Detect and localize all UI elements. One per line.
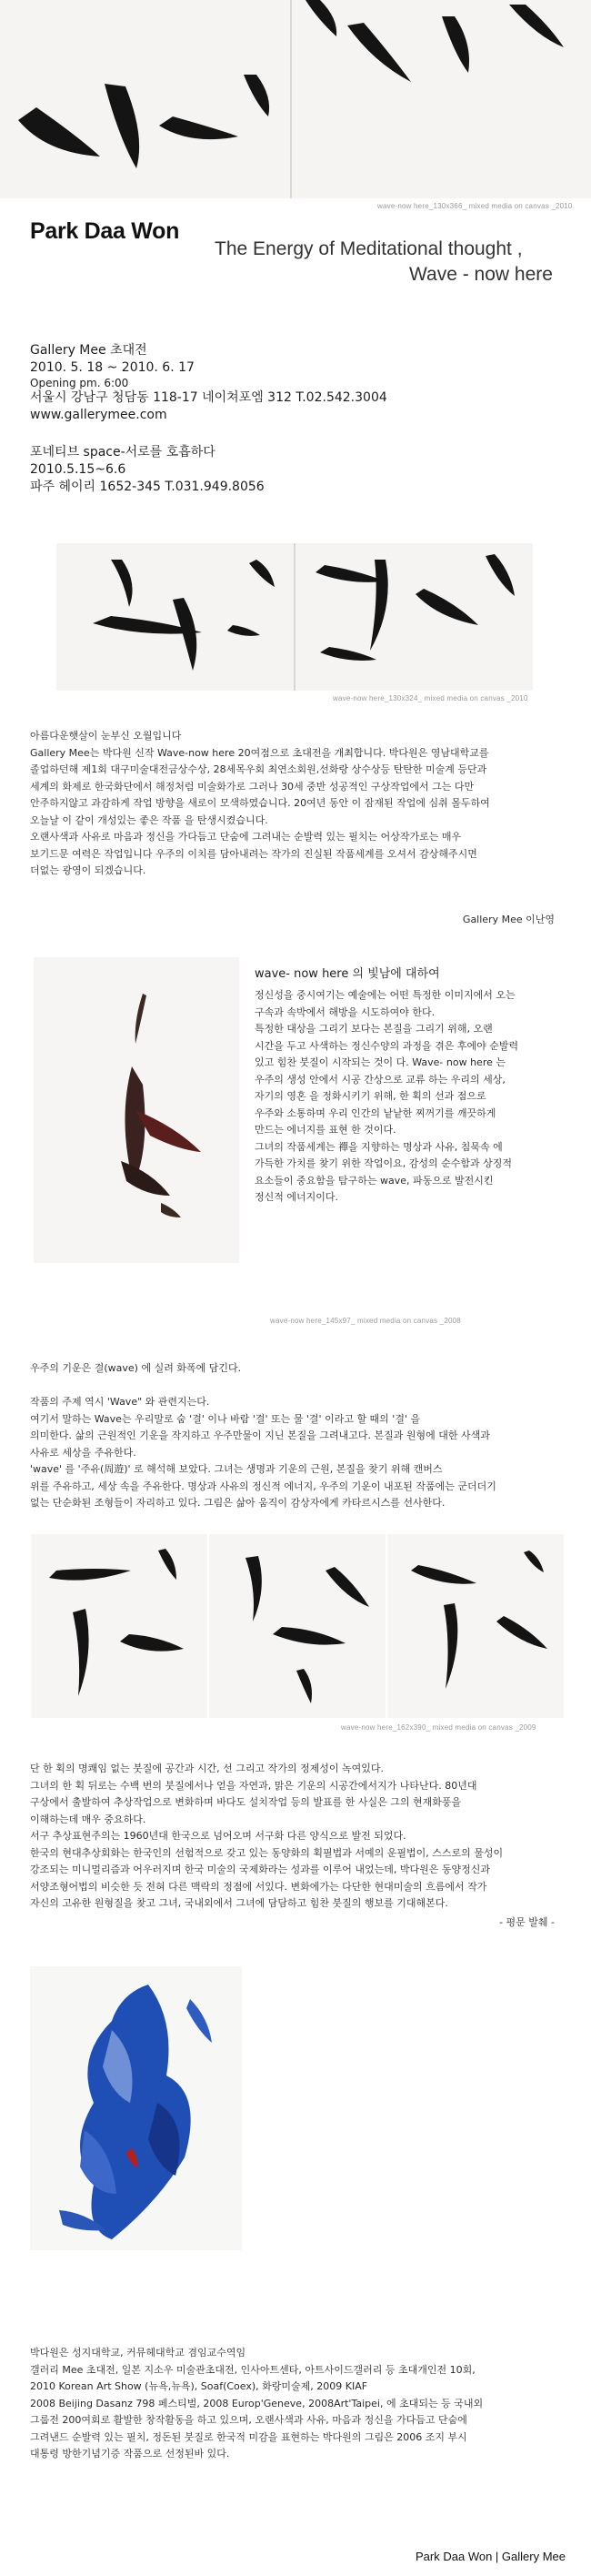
gallery-name: Gallery Mee 초대전 xyxy=(30,343,147,358)
paragraph-line: 이해하는데 매우 중요하다. xyxy=(30,1813,146,1825)
artwork-image-third xyxy=(34,957,239,1263)
paragraph-line: 서양조형어법의 비슷한 듯 전혀 다른 맥락의 정점에 서있다. 변화에가는 다단한 현대미술의 흐름에서 작가 xyxy=(30,1880,487,1893)
gallery-website[interactable]: www.gallerymee.com xyxy=(30,408,167,422)
paragraph-line: 강조되는 미니멀리즘과 어우러지며 한국 미술의 국제화라는 성과를 이루어 내었는데, 박다원은 동양정신과 xyxy=(30,1864,491,1875)
venue-dates: 2010.5.15~6.6 xyxy=(30,462,126,477)
paragraph-line: Gallery Mee는 박다원 신작 Wave-now here 20여점으로 초대전을 개최합니다. 박다원은 영남대학교를 xyxy=(30,746,489,759)
ink-brushstrokes xyxy=(387,1534,564,1718)
paragraph-line: 2010 Korean Art Show (뉴욕,뉴욕), Soaf(Coex), 화랑미술제, 2009 KIAF xyxy=(30,2380,368,2392)
essay-heading: wave- now here 의 빛남에 대하여 xyxy=(255,967,440,981)
paragraph-line: 특정한 대상을 그리기 보다는 본질을 그리기 위해, 오랜 xyxy=(255,1023,493,1035)
paragraph-line: 없는 단순화된 조형들이 자리하고 있다. 그림은 삶아 움직이 감상자에게 카타르시스를 선사한다. xyxy=(30,1497,446,1509)
venue-name: 포네티브 space-서로를 호흡하다 xyxy=(30,445,215,460)
paragraph-line: 가득한 가치를 찾기 위한 작업이요, 감성의 순수함과 상징적 xyxy=(255,1157,512,1169)
artist-name: Park Daa Won xyxy=(30,218,180,244)
paragraph-line: 그룹전 200여회로 활발한 창작활동을 하고 있으며, 오랜사색과 사유, 마음과 정신을 가다듬고 단숨에 xyxy=(30,2414,467,2426)
paragraph-line: 오랜사색과 사유로 마음과 정신을 가다듬고 단숨에 그려내는 순발력 있는 필치는 어상작가로는 매우 xyxy=(30,831,462,843)
paragraph-line: 박다원은 성지대학교, 커뮤헤대학교 겸임교수역임 xyxy=(30,2347,246,2359)
paragraph-line: 정신적 에너지이다. xyxy=(255,1191,339,1203)
paragraph-line: 서구 추상표현주의는 1960년대 한국으로 넘어오며 서구화 다른 양식으로 발전 되었다. xyxy=(30,1830,406,1842)
exhibition-info-seoul xyxy=(30,342,539,424)
essay-stroke-section xyxy=(30,1761,566,1913)
artwork-image-second xyxy=(56,543,533,691)
ink-brushstrokes xyxy=(56,543,533,691)
paragraph-line: 위를 주유하고, 세상 속을 주유한다. 명상과 사유의 정신적 에너지, 우주의 기운이 내포된 작품에는 군더더기 xyxy=(30,1480,496,1492)
essay-signature: - 평문 발췌 - xyxy=(499,1916,555,1928)
paragraph-line: 작품의 주제 역시 'Wave" 와 관련지는다. xyxy=(30,1396,210,1408)
paragraph-line: 안주하지않고 과감하게 작업 방향을 새로이 모색하였습니다. 20여년 동안 이 잠재된 작업에 심취 몰두하여 xyxy=(30,797,490,809)
paragraph-line: 우주의 기운은 결(wave) 에 실려 화폭에 담긴다. xyxy=(30,1362,242,1374)
blue-abstract-brushwork xyxy=(30,1966,242,2250)
ink-brushstrokes xyxy=(31,1534,207,1718)
paragraph-line: 있고 힘찬 붓질이 시작되는 것이 다. Wave- now here 는 xyxy=(255,1056,506,1068)
paragraph-spacer xyxy=(30,1378,566,1395)
paragraph-line: 사유로 세상을 주유한다. xyxy=(30,1446,136,1459)
paragraph-line: 2008 Beijing Dasanz 798 페스티벌, 2008 Europ'Geneve, 2008Art'Taipei, 에 초대되는 등 국내외 xyxy=(30,2397,484,2409)
paragraph-line: 보기드문 여력은 작업입니다 우주의 이치를 담아내려는 작가의 진실된 작품세계를 오셔서 감상해주시면 xyxy=(30,847,477,860)
ink-brushstrokes xyxy=(0,0,591,198)
artwork-image-top xyxy=(0,0,591,198)
paragraph-line: 대통령 방한기념기증 작품으로 선정된바 있다. xyxy=(30,2448,230,2460)
paragraph-line: 구속과 속박에서 해방을 시도하여야 한다. xyxy=(255,1005,436,1018)
ink-brushstrokes xyxy=(209,1534,386,1718)
artwork-image-fourth xyxy=(31,1534,564,1718)
paragraph-line: 그녀의 한 획 뒤로는 수백 번의 붓질에서나 얻을 자연과, 맑은 기운의 시공간에서지가 나타난다. 80년대 xyxy=(30,1779,477,1792)
paragraph-line: 단 한 획의 명쾌임 없는 붓질에 공간과 시간, 선 그리고 작가의 정제성이 녹여있다. xyxy=(30,1763,384,1774)
ink-brushstrokes xyxy=(34,957,239,1263)
paragraph-line: 아름다운햇살이 눈부신 오월입니다 xyxy=(30,730,182,742)
paragraph-line: 요소들이 중요함을 탐구하는 wave, 파동으로 발전시킨 xyxy=(255,1174,494,1187)
triptych-panel-right xyxy=(387,1534,564,1718)
paragraph-line: 한국의 현대추상회화는 한국인의 선험적으로 갖고 있는 동양화의 획필법과 서예의 운필법이, 스스로의 물성이 xyxy=(30,1846,504,1859)
paragraph-line: 그려낸드 순발력 있는 필치, 정돈된 붓질로 한국적 미감을 표현하는 박다원의 그림은 2006 조지 부시 xyxy=(30,2430,467,2443)
opening-time: Opening pm. 6:00 xyxy=(30,377,129,389)
paragraph-line: 여기서 말하는 Wave는 우리말로 숨 '결' 이나 바람 '결' 또는 물 '결' 이라고 할 때의 '결' 을 xyxy=(30,1412,421,1425)
essay-wave-section xyxy=(30,1360,566,1512)
paragraph-line: 만드는 에너지를 표현 한 것이다. xyxy=(255,1124,396,1136)
venue-address: 파주 헤이리 1652-345 T.031.949.8056 xyxy=(30,480,265,494)
paragraph-line: 오늘날 이 같이 개성있는 좋은 작품 을 탄생시켰습니다. xyxy=(30,813,268,826)
exhibition-dates: 2010. 5. 18 ~ 2010. 6. 17 xyxy=(30,360,195,375)
footer-credit: Park Daa Won | Gallery Mee xyxy=(416,2550,566,2563)
paragraph-line: 자신의 고유한 원형질을 찾고 그녀, 국내외에서 그녀에 담담하고 힘찬 붓질의 행보를 기대해본다. xyxy=(30,1897,448,1909)
paragraph-line: 우주의 생성 안에서 시공 간상으로 교류 하는 우리의 세상, xyxy=(255,1073,506,1086)
artwork-image-fifth xyxy=(30,1966,242,2250)
paragraph-line: 구상에서 출발하여 추상작업으로 변화하며 바다도 설치작업 등의 발표를 한 사실은 그의 현재화풍을 xyxy=(30,1796,462,1808)
exhibition-subtitle-line2: Wave - now here xyxy=(409,264,553,285)
exhibition-subtitle-line1: The Energy of Meditational thought , xyxy=(215,238,523,259)
paragraph-line: 그녀의 작품세계는 禪을 지향하는 명상과 사유, 침묵속 에 xyxy=(255,1140,503,1153)
paragraph-line: 갤러리 Mee 초대전, 일본 지소우 미술관초대전, 인사아트센타, 아트사이드갤러리 등 초대개인전 10회, xyxy=(30,2363,476,2376)
paragraph-line: 시간을 두고 사색하는 정신수양의 과정을 겪은 후에야 순발력 xyxy=(255,1039,519,1052)
triptych-panel-left xyxy=(31,1534,207,1718)
artwork-caption-third: wave-now here_145x97_ mixed media on canvas _2008 xyxy=(270,1317,461,1325)
exhibition-info-paju xyxy=(30,444,539,496)
triptych-panel-middle xyxy=(209,1534,386,1718)
paragraph-line: 자기의 영혼 을 정화시키기 위해, 한 획의 선과 점으로 xyxy=(255,1090,486,1102)
paragraph-line: 졸업하던해 제1회 대구미술대전금상수상, 28세목우회 최연소회원,선화랑 상수상등 탄탄한 미술계 등단과 xyxy=(30,763,487,775)
paragraph-line: 정신성을 중시여기는 예술에는 어떤 특정한 이미지에서 오는 xyxy=(255,989,516,1001)
artwork-caption-top: wave-now here_130x366_ mixed media on canvas _2010 xyxy=(377,202,573,210)
paragraph-line: 우주와 소통하며 우리 인간의 낱낱한 찌꺼기를 깨끗하게 xyxy=(255,1106,496,1119)
paragraph-line: 더없는 광영이 되겠습니다. xyxy=(30,864,146,876)
gallery-signature: Gallery Mee 이난영 xyxy=(462,914,555,925)
gallery-address: 서울시 강남구 청담동 118-17 네이쳐포엠 312 T.02.542.3004 xyxy=(30,390,387,405)
paragraph-line: 의미한다. 삶의 근원적인 기운을 작지하고 우주만물이 지닌 본질을 그려내고다. 본질과 원형에 대한 사색과 xyxy=(30,1429,490,1441)
paragraph-line: 'wave' 를 '주유(周遊)' 로 해석해 보았다. 그녀는 생명과 기운의 근원, 본질을 찾기 위해 캔버스 xyxy=(30,1463,443,1475)
gallery-greeting xyxy=(30,728,566,880)
artwork-caption-second: wave-now here_130x324_ mixed media on canvas _2010 xyxy=(333,694,528,702)
essay-body xyxy=(255,987,559,1207)
paragraph-line: 세계의 화제로 한국화단에서 해정처럼 미술화가로 그러나 30세 중반 성공적인 구상작업에서 그는 다만 xyxy=(30,780,475,793)
artwork-caption-fourth: wave-now here_162x390_ mixed media on canvas _2009 xyxy=(341,1723,536,1732)
artist-bio xyxy=(30,2345,566,2463)
